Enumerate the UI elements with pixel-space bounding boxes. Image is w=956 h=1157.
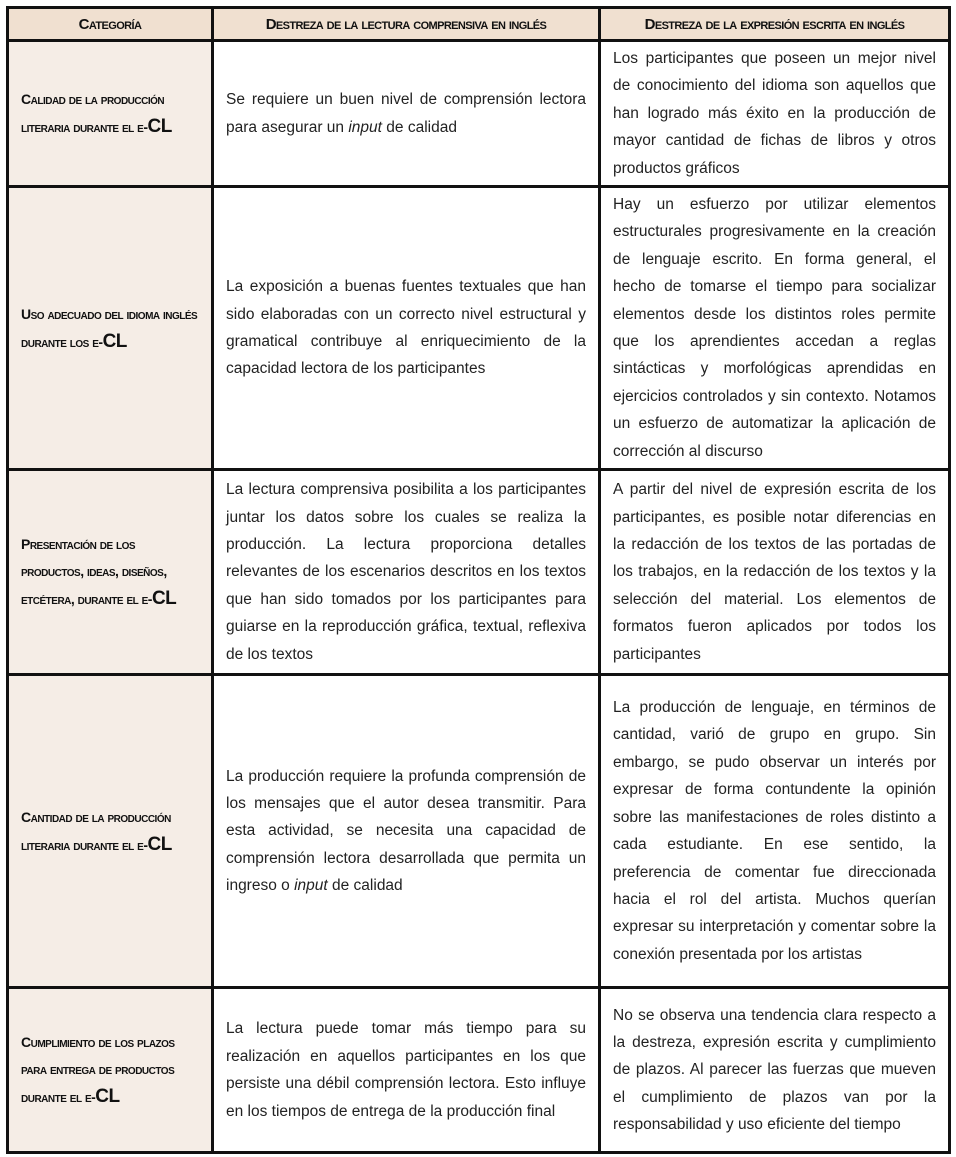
reading-text: La lectura comprensiva posibilita a los participantes juntar los datos sobre los cuales se realiza la producción. La lectura proporciona detalles relevantes de los escenarios descritos en los textos que han sido tomados por los participantes para guiarse en la reproducción gráfica, textual, reflexiva de los textos xyxy=(226,481,586,663)
writing-cell: No se observa una tendencia clara respecto a la destreza, expresión escrita y cumplimiento de plazos. Al parecer las fuerzas que mueven el cumplimiento de plazos van por la responsabilidad y uso eficiente del tiempo xyxy=(600,988,950,1153)
reading-text: La lectura puede tomar más tiempo para su realización en aquellos participantes en los que persiste una débil comprensión lectora. Esto influye en los tiempos de entrega de la producción final xyxy=(226,1020,586,1120)
writing-cell: A partir del nivel de expresión escrita de los participantes, es posible notar diferencias en la redacción de los textos de las portadas de los trabajos, en la redacción de los textos y la selección del material. Los elementos de formatos fueron aplicados por todos los participantes xyxy=(600,470,950,675)
category-text: Calidad de la producción literaria durante el e- xyxy=(21,91,165,136)
reading-italic: input xyxy=(348,118,382,136)
category-text: Cumplimiento de los plazos para entrega de productos durante el e- xyxy=(21,1034,175,1106)
reading-italic: input xyxy=(294,877,328,895)
writing-cell: Hay un esfuerzo por utilizar elementos estructurales progresivamente en la creación de lenguaje escrito. En forma general, el hecho de tomarse el tiempo para socializar elementos desde los distintos roles permite que los aprendientes accedan a reglas sintácticas y morfológicas aprendidas en ejercicios controlados y sin contexto. Notamos un esfuerzo de automatizar la aplicación de corrección al discurso xyxy=(600,187,950,470)
category-suffix: CL xyxy=(102,330,127,352)
reading-text-after: de calidad xyxy=(327,877,403,895)
category-cell xyxy=(8,187,213,470)
comparison-table xyxy=(6,6,951,1154)
category-cell xyxy=(8,470,213,675)
header-category: Categoría xyxy=(8,8,213,41)
table-row xyxy=(8,675,950,988)
category-suffix: CL xyxy=(151,588,177,610)
reading-cell xyxy=(213,988,600,1153)
reading-text: Se requiere un buen nivel de comprensión lectora para asegurar un xyxy=(226,91,586,136)
header-row xyxy=(8,8,950,41)
reading-cell xyxy=(213,187,600,470)
category-text: Cantidad de la producción literaria durante el e- xyxy=(21,808,171,853)
category-suffix: CL xyxy=(95,1086,120,1108)
table-row xyxy=(8,41,950,187)
category-text: Uso adecuado del idioma inglés durante los e- xyxy=(21,305,198,350)
category-cell xyxy=(8,41,213,187)
reading-text-after: de calidad xyxy=(381,118,457,136)
writing-cell: Los participantes que poseen un mejor nivel de conocimiento del idioma son aquellos que han logrado más éxito en la producción de mayor cantidad de fichas de libros y otros productos gráficos xyxy=(600,41,950,187)
table-row xyxy=(8,988,950,1153)
reading-cell xyxy=(213,41,600,187)
reading-cell xyxy=(213,675,600,988)
table-row xyxy=(8,187,950,470)
header-writing: Destreza de la expresión escrita en inglés xyxy=(600,8,950,41)
category-suffix: CL xyxy=(147,116,172,138)
category-cell xyxy=(8,675,213,988)
category-suffix: CL xyxy=(147,833,172,855)
table-row xyxy=(8,470,950,675)
header-reading: Destreza de la lectura comprensiva en inglés xyxy=(213,8,600,41)
writing-cell: La producción de lenguaje, en términos de cantidad, varió de grupo en grupo. Sin embargo, se pudo observar un interés por expresar de forma contundente la opinión sobre las manifestaciones de roles distinto a cada estudiante. En ese sentido, la preferencia de comentar fue direccionada hacia el rol del artista. Muchos querían expresar su interpretación y comentar sobre la conexión presentada por los artistas xyxy=(600,675,950,988)
reading-cell xyxy=(213,470,600,675)
category-cell xyxy=(8,988,213,1153)
reading-text: La producción requiere la profunda comprensión de los mensajes que el autor desea transmitir. Para esta actividad, se necesita una capacidad de comprensión lectora desarrollada que permita un ingreso o xyxy=(226,767,586,895)
reading-text: La exposición a buenas fuentes textuales que han sido elaboradas con un correcto nivel estructural y gramatical contribuye al enriquecimiento de la capacidad lectora de los participantes xyxy=(226,278,586,378)
category-text: Presentación de los productos, ideas, diseños, etcétera, durante el e- xyxy=(21,536,167,608)
